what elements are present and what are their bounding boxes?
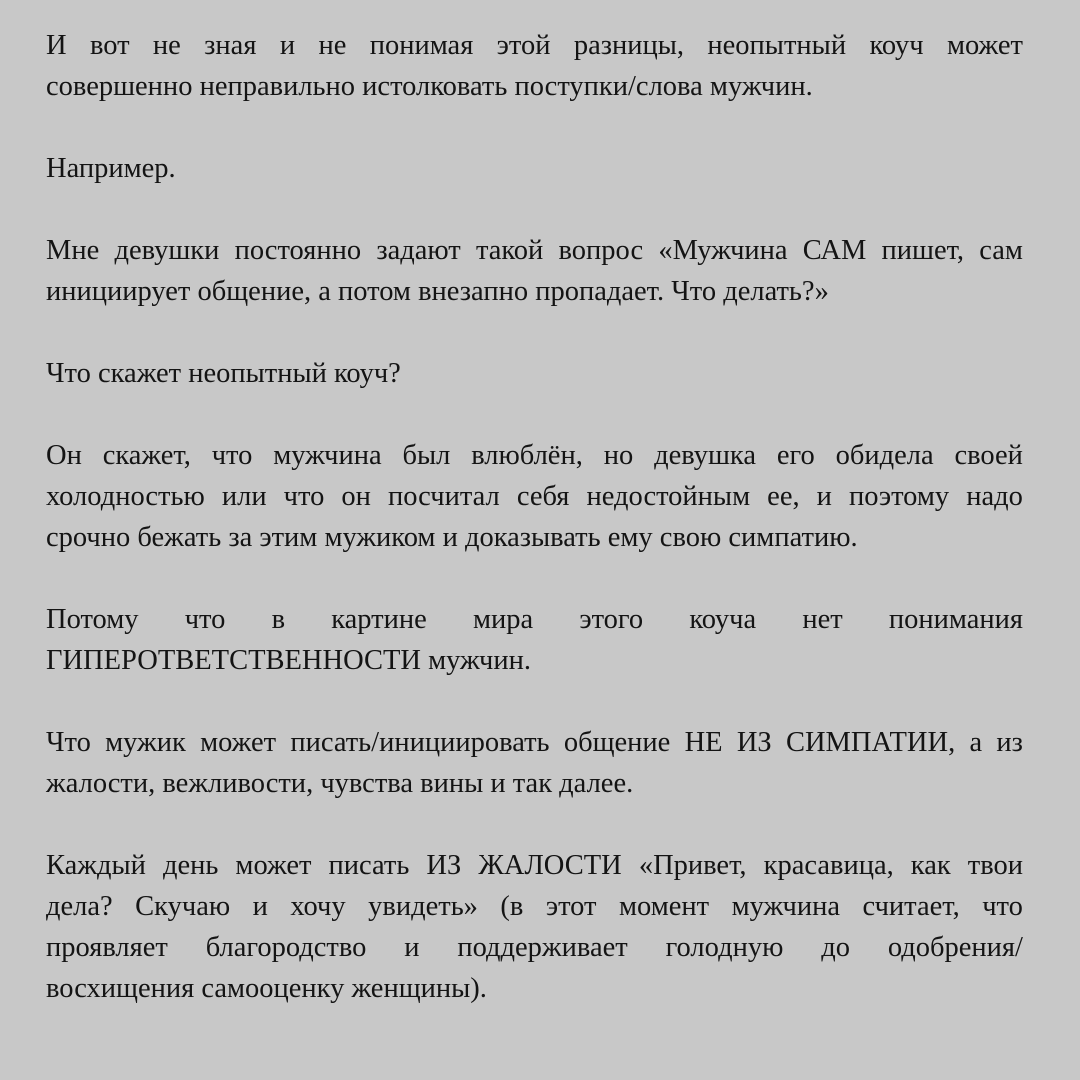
word: писать <box>328 850 410 881</box>
text-line <box>46 230 1023 271</box>
word: проявляет <box>46 932 168 963</box>
word: влюблён, <box>471 440 583 471</box>
word: неопытный <box>707 30 847 61</box>
text-line <box>46 599 1023 640</box>
word: хочу <box>290 891 346 922</box>
word: поэтому <box>849 481 950 512</box>
text-line: срочно бежать за этим мужиком и доказывать ему свою симпатию. <box>46 522 858 553</box>
word: что <box>283 481 325 512</box>
word: одобрения/ <box>887 932 1023 963</box>
text-line <box>46 476 1023 517</box>
word: картине <box>331 604 427 635</box>
word: ИЗ <box>426 850 462 881</box>
word: постоянно <box>234 235 362 266</box>
word: был <box>402 440 451 471</box>
word: пишет, <box>881 235 965 266</box>
paragraph-6 <box>46 599 1023 681</box>
word: мужик <box>105 727 186 758</box>
word: СИМПАТИИ, <box>785 727 956 758</box>
word: понимания <box>888 604 1023 635</box>
word: зная <box>204 30 257 61</box>
word: сам <box>979 235 1023 266</box>
word: писать/инициировать <box>290 727 550 758</box>
word: что <box>211 440 253 471</box>
word: может <box>200 727 277 758</box>
text-line: восхищения самооценку женщины). <box>46 973 487 1004</box>
word: может <box>235 850 312 881</box>
word: не <box>152 30 181 61</box>
text-line: Что скажет неопытный коуч? <box>46 358 401 389</box>
text-line <box>46 25 1023 66</box>
word: этот <box>545 891 597 922</box>
word: недостойным <box>586 481 751 512</box>
word: в <box>271 604 286 635</box>
word: обидела <box>835 440 934 471</box>
word: мужчина <box>273 440 382 471</box>
word: или <box>221 481 267 512</box>
word: «Мужчина <box>658 235 788 266</box>
word: Он <box>46 440 82 471</box>
word: увидеть» <box>368 891 478 922</box>
word: как <box>910 850 951 881</box>
word: дела? <box>46 891 113 922</box>
text-line <box>46 722 1023 763</box>
word: посчитал <box>387 481 500 512</box>
word: что <box>982 891 1023 922</box>
word: он <box>341 481 371 512</box>
word: девушка <box>654 440 756 471</box>
word: девушки <box>114 235 220 266</box>
word: Скучаю <box>135 891 231 922</box>
word: считает, <box>862 891 960 922</box>
word: и <box>816 481 832 512</box>
word: понимая <box>369 30 474 61</box>
word: но <box>603 440 634 471</box>
word: САМ <box>802 235 867 266</box>
word: своей <box>954 440 1023 471</box>
text-line <box>46 886 1023 927</box>
word: вопрос <box>558 235 644 266</box>
word: (в <box>500 891 524 922</box>
word: разницы, <box>573 30 685 61</box>
word: себя <box>516 481 570 512</box>
word: вот <box>89 30 130 61</box>
word: мира <box>472 604 534 635</box>
word: этого <box>579 604 644 635</box>
paragraph-7 <box>46 722 1023 804</box>
paragraph-2 <box>46 148 1023 189</box>
word: что <box>184 604 226 635</box>
word: холодностью <box>46 481 205 512</box>
word: коуча <box>689 604 757 635</box>
paragraph-5 <box>46 435 1023 558</box>
word: Каждый <box>46 850 146 881</box>
paragraph-1 <box>46 25 1023 107</box>
text-line: ГИПЕРОТВЕТСТВЕННОСТИ мужчин. <box>46 645 531 676</box>
word: до <box>821 932 850 963</box>
word: а <box>969 727 983 758</box>
word: ЖАЛОСТИ <box>478 850 622 881</box>
word: Потому <box>46 604 139 635</box>
word: общение <box>563 727 671 758</box>
word: И <box>46 30 67 61</box>
text-line <box>46 845 1023 886</box>
word: может <box>946 30 1023 61</box>
word: красавица, <box>763 850 894 881</box>
paragraph-8 <box>46 845 1023 1009</box>
word: мужчина <box>731 891 840 922</box>
text-line <box>46 927 1023 968</box>
word: ее, <box>767 481 800 512</box>
text-line <box>46 435 1023 476</box>
text-line: совершенно неправильно истолковать поступки/слова мужчин. <box>46 71 813 102</box>
word: НЕ <box>684 727 723 758</box>
word: благородство <box>205 932 367 963</box>
paragraph-4 <box>46 353 1023 394</box>
word: Что <box>46 727 91 758</box>
word: задают <box>376 235 461 266</box>
word: такой <box>475 235 544 266</box>
text-line: Например. <box>46 153 176 184</box>
word: и <box>404 932 420 963</box>
word: нет <box>802 604 843 635</box>
word: надо <box>966 481 1023 512</box>
word: скажет, <box>102 440 191 471</box>
word: Мне <box>46 235 100 266</box>
word: ИЗ <box>736 727 772 758</box>
word: его <box>776 440 815 471</box>
word: «Привет, <box>638 850 747 881</box>
word: голодную <box>665 932 784 963</box>
word: день <box>162 850 219 881</box>
word: этой <box>496 30 551 61</box>
word: поддерживает <box>457 932 628 963</box>
word: твои <box>967 850 1023 881</box>
word: и <box>252 891 268 922</box>
paragraph-3 <box>46 230 1023 312</box>
word: не <box>318 30 347 61</box>
word: момент <box>618 891 710 922</box>
word: коуч <box>869 30 924 61</box>
word: и <box>279 30 296 61</box>
text-line: жалости, вежливости, чувства вины и так далее. <box>46 768 634 799</box>
text-line: инициирует общение, а потом внезапно пропадает. Что делать?» <box>46 276 829 307</box>
word: из <box>996 727 1023 758</box>
